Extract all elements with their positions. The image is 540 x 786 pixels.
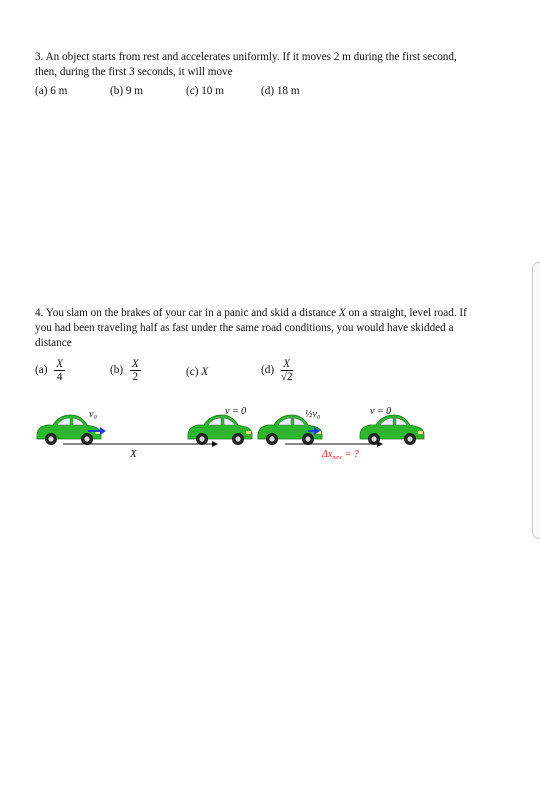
question-3-line-1: 3. An object starts from rest and accelerates uniformly. If it moves 2 m during the first second, xyxy=(35,51,457,63)
choice-c[interactable]: (c) 10 m xyxy=(186,85,224,97)
question-4-line-2: you had been traveling half as fast under the same road conditions, you would have skidded a xyxy=(35,322,454,334)
question-3-line-2: then, during the first 3 seconds, it will move xyxy=(35,66,233,78)
distance-x-label: X xyxy=(130,448,137,460)
choice-d[interactable]: (d) 18 m xyxy=(261,85,300,97)
half-v0-label: ½v₀ xyxy=(305,409,321,420)
choice-c[interactable]: (c) X xyxy=(186,366,209,378)
choice-d[interactable]: (d) $\frac{X}{√2}$ xyxy=(261,358,293,383)
choice-b[interactable]: (b) $\frac{X}{2}$ xyxy=(110,358,139,383)
car-icon-stop-left xyxy=(188,415,252,445)
arrowhead-icon-right xyxy=(377,441,383,447)
car-icon-stop-right xyxy=(360,415,424,445)
v-zero-right-label: v = 0 xyxy=(370,406,392,417)
choice-a[interactable]: (a) 6 m xyxy=(35,85,68,97)
delta-x-new-label: $\Delta x_{new}$ = ? xyxy=(322,449,359,461)
v0-label: v₀ xyxy=(89,409,97,420)
choice-b[interactable]: (b) 9 m xyxy=(110,85,143,97)
question-4-line-1: 4. You slam on the brakes of your car in a panic and skid a distance X on a straight, level road. If xyxy=(35,307,467,319)
scrollbar[interactable] xyxy=(532,262,540,539)
v-zero-left-label: v = 0 xyxy=(225,406,247,417)
choice-a[interactable]: (a) $\frac{X}{4}$ xyxy=(35,358,64,383)
question-4-line-3: distance xyxy=(35,337,72,349)
arrowhead-icon-left xyxy=(212,441,218,447)
